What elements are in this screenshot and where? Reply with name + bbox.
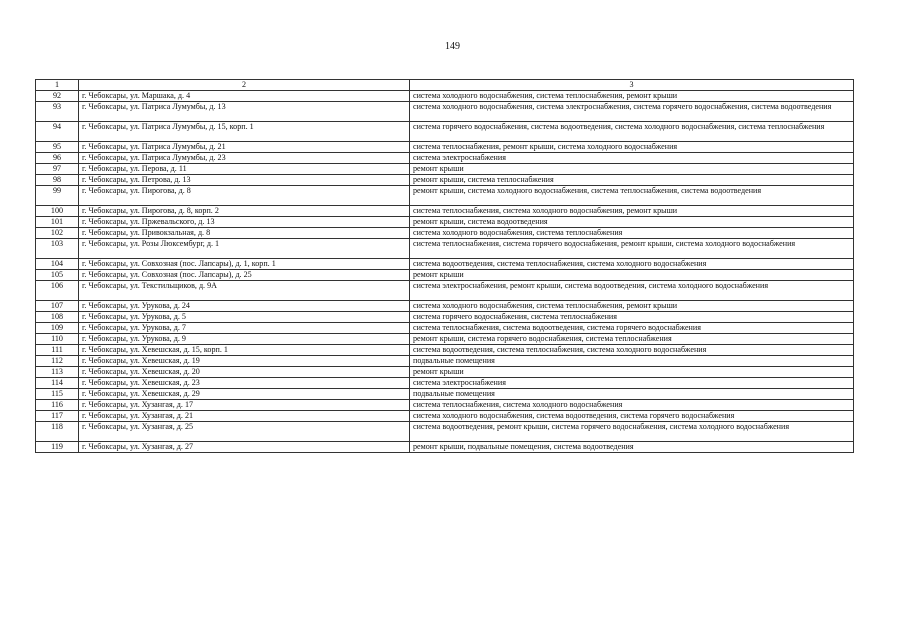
row-address: г. Чебоксары, ул. Патриса Лумумбы, д. 13 [79,101,410,121]
row-address: г. Чебоксары, ул. Урукова, д. 7 [79,322,410,333]
table-row [36,163,854,174]
row-works: система теплоснабжения, система холодного водоснабжения [410,399,854,410]
row-works: система холодного водоснабжения, система теплоснабжения [410,227,854,238]
row-works: подвальные помещения [410,355,854,366]
row-works: система электроснабжения, ремонт крыши, система водоотведения, система холодного водоснабжения [410,280,854,300]
row-works: система водоотведения, система теплоснабжения, система холодного водоснабжения [410,344,854,355]
row-number: 113 [36,366,79,377]
row-address: г. Чебоксары, ул. Совхозная (пос. Лапсары), д. 25 [79,269,410,280]
column-header-works: 3 [410,80,854,91]
row-address: г. Чебоксары, ул. Урукова, д. 24 [79,300,410,311]
row-works: ремонт крыши, подвальные помещения, система водоотведения [410,441,854,452]
table-row [36,366,854,377]
row-number: 102 [36,227,79,238]
row-address: г. Чебоксары, ул. Перова, д. 11 [79,163,410,174]
row-number: 98 [36,174,79,185]
row-address: г. Чебоксары, ул. Пржевальского, д. 13 [79,216,410,227]
row-number: 108 [36,311,79,322]
row-works: система теплоснабжения, система горячего водоснабжения, ремонт крыши, система холодного водоснабжения [410,238,854,258]
table-row [36,311,854,322]
row-number: 117 [36,410,79,421]
row-number: 111 [36,344,79,355]
table-row [36,333,854,344]
row-number: 103 [36,238,79,258]
table-row [36,410,854,421]
row-address: г. Чебоксары, ул. Хузангая, д. 25 [79,421,410,441]
row-address: г. Чебоксары, ул. Хевешская, д. 19 [79,355,410,366]
row-works: ремонт крыши [410,163,854,174]
table-row [36,205,854,216]
row-works: система теплоснабжения, ремонт крыши, система холодного водоснабжения [410,141,854,152]
row-address: г. Чебоксары, ул. Хузангая, д. 21 [79,410,410,421]
row-number: 99 [36,185,79,205]
row-number: 100 [36,205,79,216]
row-works: система холодного водоснабжения, система водоотведения, система горячего водоснабжения [410,410,854,421]
row-works: система холодного водоснабжения, система теплоснабжения, ремонт крыши [410,300,854,311]
table-row [36,227,854,238]
row-number: 114 [36,377,79,388]
row-number: 106 [36,280,79,300]
row-number: 104 [36,258,79,269]
row-works: система горячего водоснабжения, система теплоснабжения [410,311,854,322]
row-works: система теплоснабжения, система холодного водоснабжения, ремонт крыши [410,205,854,216]
row-address: г. Чебоксары, ул. Хузангая, д. 17 [79,399,410,410]
table-row [36,90,854,101]
table-row [36,269,854,280]
row-address: г. Чебоксары, ул. Хузангая, д. 27 [79,441,410,452]
row-works: система водоотведения, система теплоснабжения, система холодного водоснабжения [410,258,854,269]
row-number: 107 [36,300,79,311]
row-works: ремонт крыши [410,366,854,377]
table-row [36,258,854,269]
row-address: г. Чебоксары, ул. Розы Люксембург, д. 1 [79,238,410,258]
table-row [36,441,854,452]
table-header-row [36,80,854,91]
row-works: система электроснабжения [410,152,854,163]
works-table [35,79,854,453]
row-works: система холодного водоснабжения, система электроснабжения, система горячего водоснабжения, система водоотведения [410,101,854,121]
row-number: 96 [36,152,79,163]
row-number: 94 [36,121,79,141]
row-number: 105 [36,269,79,280]
row-address: г. Чебоксары, ул. Хевешская, д. 20 [79,366,410,377]
table-row [36,216,854,227]
row-works: система холодного водоснабжения, система теплоснабжения, ремонт крыши [410,90,854,101]
page-number: 149 [445,41,460,52]
row-works: ремонт крыши, система холодного водоснабжения, система теплоснабжения, система водоотведения [410,185,854,205]
row-address: г. Чебоксары, ул. Хевешская, д. 29 [79,388,410,399]
table-row [36,322,854,333]
row-works: ремонт крыши, система водоотведения [410,216,854,227]
row-works: система электроснабжения [410,377,854,388]
table-row [36,174,854,185]
row-address: г. Чебоксары, ул. Урукова, д. 9 [79,333,410,344]
table-row [36,388,854,399]
row-address: г. Чебоксары, ул. Совхозная (пос. Лапсары), д. 1, корп. 1 [79,258,410,269]
table-row [36,101,854,121]
row-number: 116 [36,399,79,410]
row-address: г. Чебоксары, ул. Патриса Лумумбы, д. 15, корп. 1 [79,121,410,141]
row-address: г. Чебоксары, ул. Пирогова, д. 8 [79,185,410,205]
row-works: система теплоснабжения, система водоотведения, система горячего водоснабжения [410,322,854,333]
row-number: 109 [36,322,79,333]
table-row [36,280,854,300]
table-row [36,377,854,388]
row-number: 115 [36,388,79,399]
column-header-address: 2 [79,80,410,91]
row-address: г. Чебоксары, ул. Патриса Лумумбы, д. 23 [79,152,410,163]
table-row [36,152,854,163]
table-row [36,421,854,441]
row-number: 93 [36,101,79,121]
row-number: 95 [36,141,79,152]
row-works: система водоотведения, ремонт крыши, система горячего водоснабжения, система холодного водоснабжения [410,421,854,441]
table-row [36,344,854,355]
table-row [36,121,854,141]
row-address: г. Чебоксары, ул. Патриса Лумумбы, д. 21 [79,141,410,152]
row-address: г. Чебоксары, ул. Хевешская, д. 15, корп. 1 [79,344,410,355]
row-works: система горячего водоснабжения, система водоотведения, система холодного водоснабжения, система теплоснабжения [410,121,854,141]
table-row [36,185,854,205]
row-address: г. Чебоксары, ул. Петрова, д. 13 [79,174,410,185]
row-number: 101 [36,216,79,227]
table-row [36,141,854,152]
row-number: 97 [36,163,79,174]
row-address: г. Чебоксары, ул. Привокзальная, д. 8 [79,227,410,238]
row-address: г. Чебоксары, ул. Хевешская, д. 23 [79,377,410,388]
row-works: подвальные помещения [410,388,854,399]
table-row [36,399,854,410]
table-body [36,90,854,452]
row-address: г. Чебоксары, ул. Пирогова, д. 8, корп. 2 [79,205,410,216]
row-address: г. Чебоксары, ул. Урукова, д. 5 [79,311,410,322]
row-number: 110 [36,333,79,344]
row-works: ремонт крыши [410,269,854,280]
row-address: г. Чебоксары, ул. Маршака, д. 4 [79,90,410,101]
table-row [36,355,854,366]
table-row [36,300,854,311]
table-row [36,238,854,258]
row-number: 118 [36,421,79,441]
row-works: ремонт крыши, система горячего водоснабжения, система теплоснабжения [410,333,854,344]
row-works: ремонт крыши, система теплоснабжения [410,174,854,185]
row-number: 112 [36,355,79,366]
row-number: 119 [36,441,79,452]
row-address: г. Чебоксары, ул. Текстильщиков, д. 9А [79,280,410,300]
column-header-number: 1 [36,80,79,91]
row-number: 92 [36,90,79,101]
